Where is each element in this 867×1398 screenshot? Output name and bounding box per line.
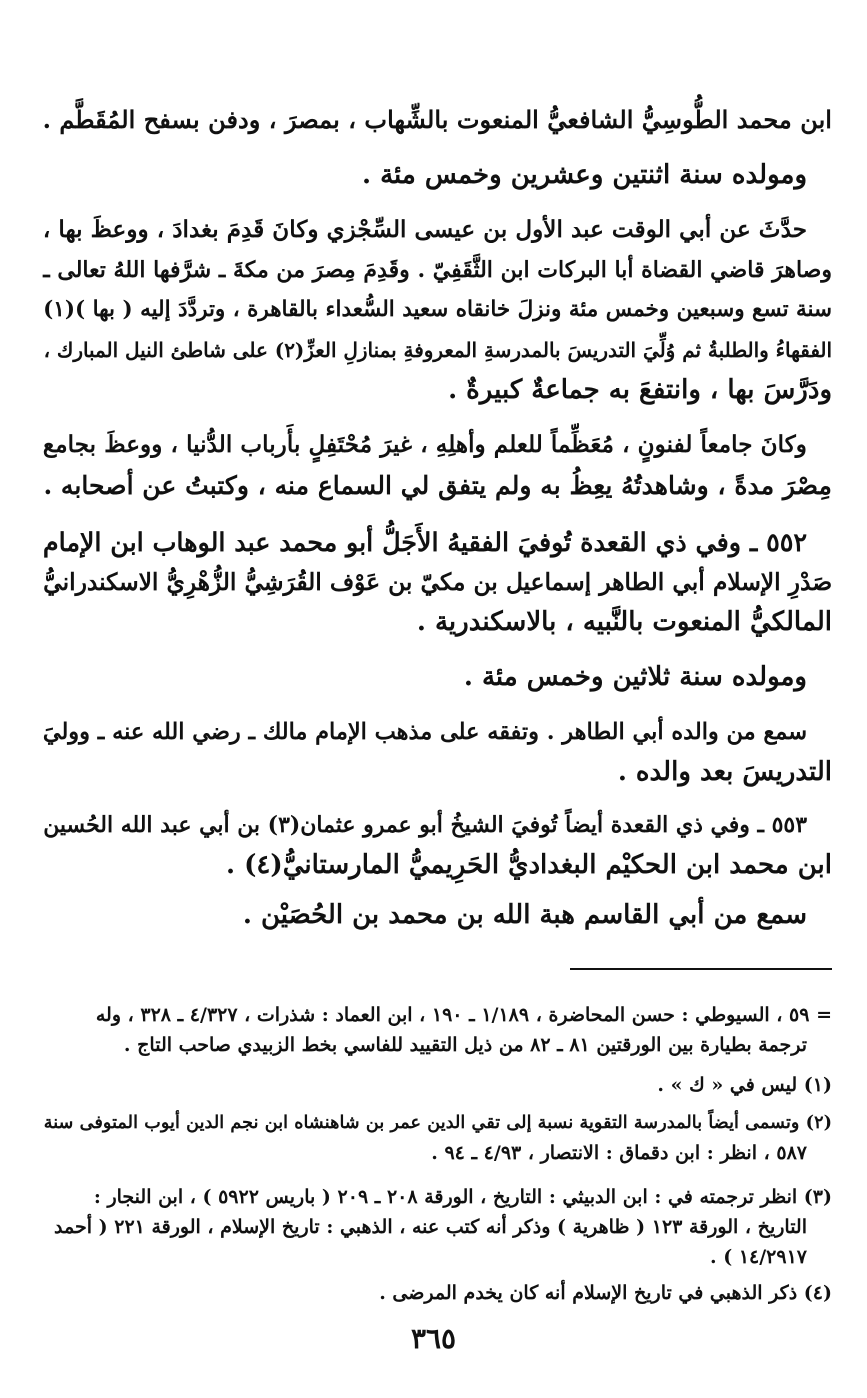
footnote-line: ٥٨٧ ، انظر : ابن دقماق : الانتصار ، ٤/٩٣ ـ ٩٤ .	[431, 1142, 807, 1164]
footnote-line: (٣) انظر ترجمته في : ابن الدبيثي : التاريخ ، الورقة ٢٠٨ ـ ٢٠٩ ( باريس ٥٩٢٢ ) ، ابن النجار :	[93, 1186, 832, 1208]
main-text-line: الفقهاءُ والطلبةُ ثم وُلِّيَ التدريسَ بالمدرسةِ المعروفةِ بمنازلِ العزِّ(٢) على شاطئ النيل المبارك ،	[43, 338, 832, 362]
main-text-line: التدريسَ بعد والده .	[617, 757, 832, 787]
main-text-line: ومولده سنة ثلاثين وخمس مئة .	[463, 662, 807, 692]
main-text-line: سمع من أبي القاسم هبة الله بن محمد بن الحُصَيْن .	[242, 900, 807, 930]
entry-552-line: ٥٥٢ ـ وفي ذي القعدة تُوفيَ الفقيهُ الأَجَلُّ أبو محمد عبد الوهاب ابن الإمام	[42, 527, 807, 557]
main-text-line: وكانَ جامعاً لفنونٍ ، مُعَظِّماً للعلم وأهلِهِ ، غيرَ مُحْتَفِلٍ بأَرباب الدُّنيا ، ووعظَ بجامع	[42, 431, 807, 458]
main-text-line: سنة تسع وسبعين وخمس مئة ونزلَ خانقاه سعيد السُّعداء بالقاهرة ، وتردَّدَ إليه ( بها )(١)	[43, 297, 832, 322]
footnote-line: (٤) ذكر الذهبي في تاريخ الإسلام أنه كان يخدم المرضى .	[379, 1282, 832, 1304]
main-text-line: ابن محمد ابن الحكيْم البغداديُّ الحَرِيميُّ المارستانيُّ(٤) .	[226, 850, 832, 880]
main-text-line: مِصْرَ مدةً ، وشاهدتُهُ يعِظُ به ولم يتفق لي السماع منه ، وكتبتُ عن أصحابه .	[43, 470, 832, 500]
main-text-line: ومولده سنة اثنتين وعشرين وخمس مئة .	[362, 160, 807, 190]
main-text-line: صَدْرِ الإسلام أبي الطاهر إسماعيل بن مكيّ بن عَوْف القُرَشِيُّ الزُّهْرِيُّ الاسكندرانيُّ	[43, 568, 832, 596]
footnote-separator	[570, 968, 832, 970]
footnote-line: (١) ليس في « ك » .	[657, 1074, 832, 1096]
entry-553-line: ٥٥٣ ـ وفي ذي القعدة أيضاً تُوفيَ الشيخُ أبو عمرو عثمان(٣) بن أبي عبد الله الحُسين	[43, 812, 807, 838]
main-text-line: وصاهرَ قاضي القضاة أبا البركات ابن الثَّقَفِيّ . وقَدِمَ مِصرَ من مكةَ ـ شرَّفها اللهُ تعالى ـ	[43, 257, 832, 283]
page-number: ٣٦٥	[410, 1322, 457, 1355]
footnote-line: (٢) وتسمى أيضاً بالمدرسة التقوية نسبة إلى تقي الدين عمر بن شاهنشاه ابن نجم الدين أيوب المتوفى سنة	[43, 1112, 832, 1133]
footnote-line: = ٥٩ ، السيوطي : حسن المحاضرة ، ١/١٨٩ ـ ١٩٠ ، ابن العماد : شذرات ، ٤/٣٢٧ ـ ٣٢٨ ، وله	[95, 1004, 832, 1026]
main-text-line: حدَّثَ عن أبي الوقت عبد الأول بن عيسى السِّجْزي وكانَ قَدِمَ بغدادَ ، ووعظَ بها ،	[42, 216, 807, 243]
footnote-line: ترجمة بطيارة بين الورقتين ٨١ ـ ٨٢ من ذيل التقييد للفاسي بخط الزبيدي صاحب التاج .	[123, 1034, 807, 1056]
footnote-line: ١٤/٢٩١٧ ) .	[709, 1246, 807, 1268]
main-text-line: ودَرَّسَ بها ، وانتفعَ به جماعةٌ كبيرةٌ .	[448, 375, 832, 405]
main-text-line: سمع من والده أبي الطاهر . وتفقه على مذهب الإمام مالك ـ رضي الله عنه ـ ووليَ	[42, 719, 807, 745]
main-text-line: المالكيُّ المنعوت بالنَّبيه ، بالاسكندرية .	[416, 607, 832, 637]
main-text-line: ابن محمد الطُّوسِيُّ الشافعيُّ المنعوت بالشِّهاب ، بمصرَ ، ودفن بسفح المُقَطَّم .	[42, 105, 832, 134]
footnote-line: التاريخ ، الورقة ١٢٣ ( ظاهرية ) وذكر أنه كتب عنه ، الذهبي : تاريخ الإسلام ، الورقة ٢٢١ ( أحمد	[54, 1216, 807, 1238]
